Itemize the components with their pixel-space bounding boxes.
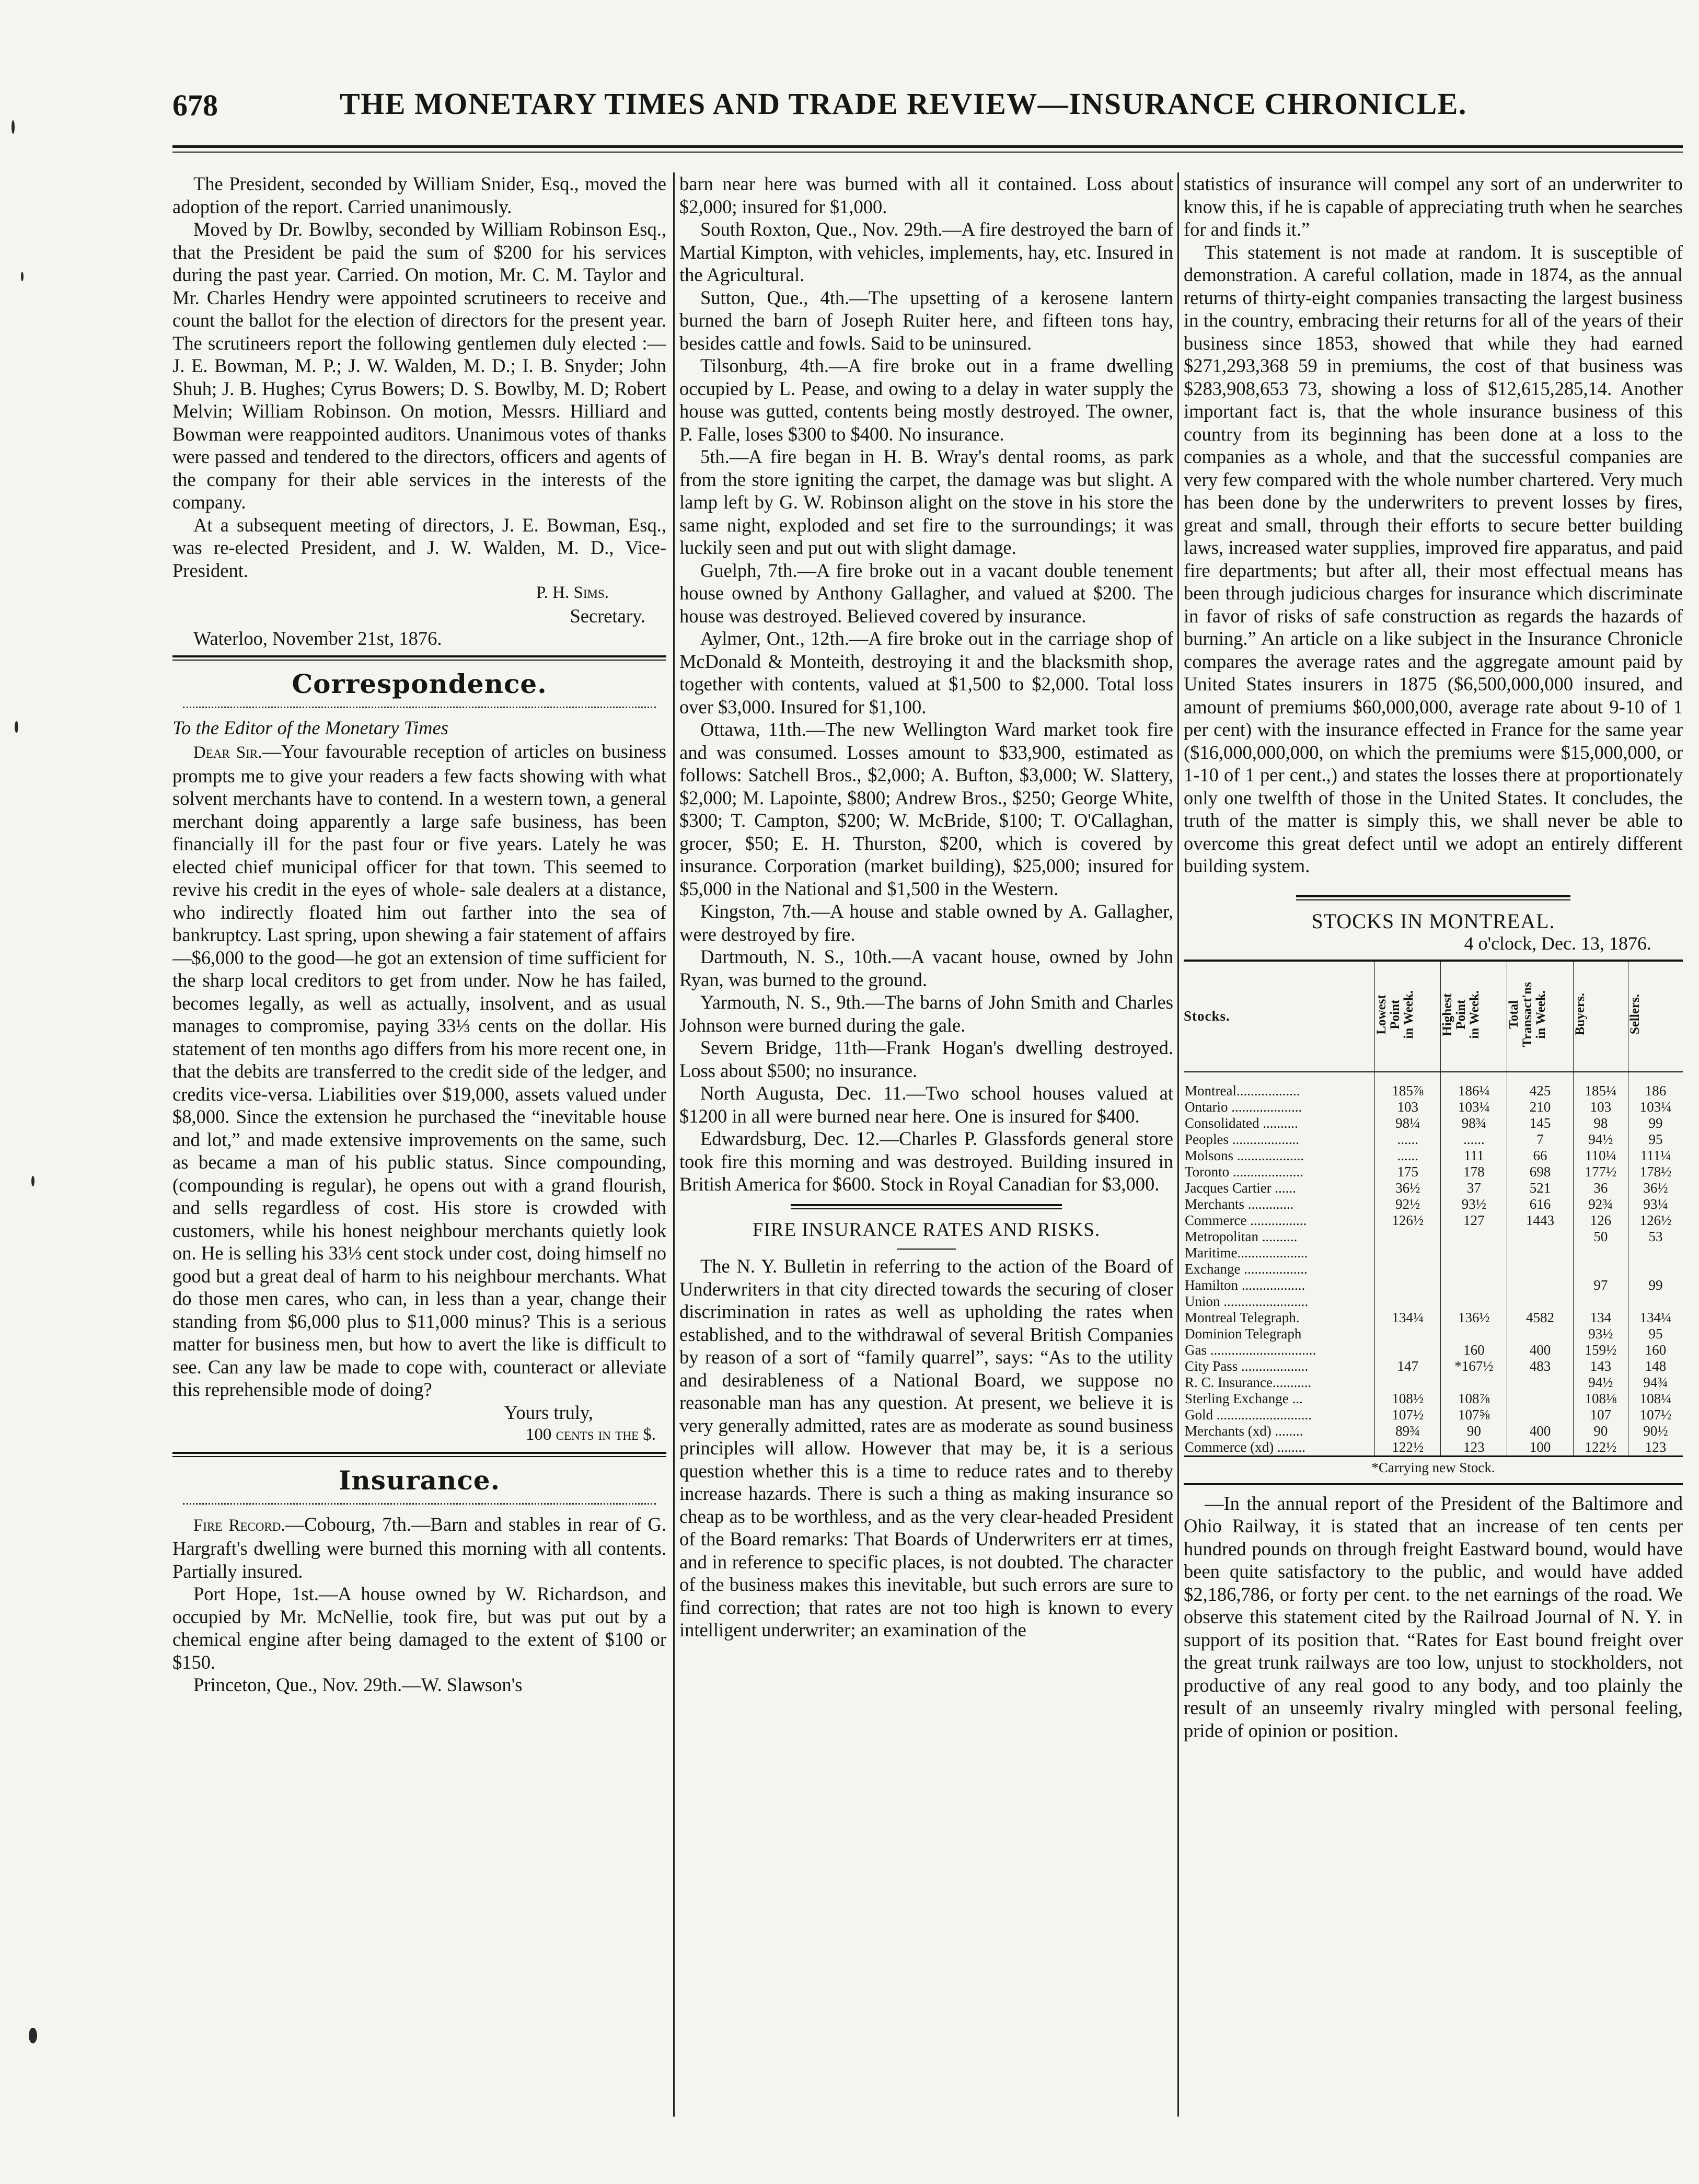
short-rule <box>897 1249 956 1250</box>
stock-lowest-cell: 147 <box>1375 1358 1441 1374</box>
stock-total-cell: 4582 <box>1507 1310 1573 1326</box>
stock-sellers-cell: 107½ <box>1628 1407 1683 1423</box>
stock-row <box>1184 1342 1683 1358</box>
fire-item: Edwardsburg, Dec. 12.—Charles P. Glassfords general store took fire this morning and was destroyed. Building insured in British America for $600. Stock in Royal Canadian for $3,000. <box>679 1128 1173 1195</box>
header-lowest-text: Lowest Point in Week. <box>1374 990 1416 1039</box>
scan-mark <box>29 2028 37 2043</box>
heading-ornament <box>183 702 656 708</box>
stock-highest-cell <box>1441 1326 1507 1342</box>
column-3 <box>1184 172 1683 2137</box>
stock-name-cell: Hamilton .................. <box>1185 1277 1305 1293</box>
stock-sellers-cell: 94¾ <box>1628 1374 1683 1391</box>
stock-name-cell: Exchange .................. <box>1185 1261 1308 1277</box>
stock-sellers-cell: 108¼ <box>1628 1391 1683 1407</box>
stock-row <box>1184 1423 1683 1439</box>
stock-total-cell: 400 <box>1507 1423 1573 1439</box>
stock-sellers-cell <box>1628 1245 1683 1261</box>
stock-highest-cell: 107⅝ <box>1441 1407 1507 1423</box>
rates-heading: FIRE INSURANCE RATES AND RISKS. <box>752 1219 1101 1241</box>
stock-name-cell: Consolidated .......... <box>1185 1115 1298 1131</box>
letter-paragraph <box>172 740 666 1401</box>
scan-mark <box>21 272 24 281</box>
stock-total-cell: 425 <box>1507 1072 1573 1099</box>
stock-total-cell: 698 <box>1507 1164 1573 1180</box>
stock-total-cell <box>1507 1391 1573 1407</box>
scan-mark <box>11 120 15 134</box>
header-highest <box>1441 961 1507 1072</box>
stock-buyers-cell: 185¼ <box>1573 1072 1628 1099</box>
stock-highest-cell: 127 <box>1441 1212 1507 1229</box>
stock-sellers-cell: 148 <box>1628 1358 1683 1374</box>
stock-total-cell: 616 <box>1507 1196 1573 1212</box>
stock-buyers-cell: 126 <box>1573 1212 1628 1229</box>
stock-lowest-cell <box>1375 1374 1441 1391</box>
stock-row <box>1184 1261 1683 1277</box>
stock-row <box>1184 1180 1683 1196</box>
stock-highest-cell: 111 <box>1441 1148 1507 1164</box>
fire-item: Sutton, Que., 4th.—The upsetting of a kerosene lantern burned the barn of Joseph Ruiter here, and fifteen tons hay, besides cattle and fowls. Said to be uninsured. <box>679 286 1173 354</box>
stock-name-cell: Dominion Telegraph <box>1185 1325 1302 1342</box>
stock-sellers-cell: 95 <box>1628 1326 1683 1342</box>
stock-total-cell <box>1507 1374 1573 1391</box>
stock-sellers-cell <box>1628 1293 1683 1310</box>
header-buyers <box>1573 961 1628 1072</box>
stock-buyers-cell: 93½ <box>1573 1326 1628 1342</box>
stock-lowest-cell: 185⅞ <box>1375 1072 1441 1099</box>
stock-row <box>1184 1310 1683 1326</box>
column-rule-1 <box>673 172 675 2117</box>
stock-sellers-cell: 95 <box>1628 1131 1683 1148</box>
fire-record-text: —Cobourg, 7th.—Barn and stables in rear of G. Hargraft's dwelling were burned this morning with all contents. Partially insured. <box>172 1513 666 1582</box>
stock-total-cell <box>1507 1229 1573 1245</box>
stock-total-cell: 1443 <box>1507 1212 1573 1229</box>
fire-item: Severn Bridge, 11th—Frank Hogan's dwelling destroyed. Loss about $500; no insurance. <box>679 1037 1173 1081</box>
stock-highest-cell: 90 <box>1441 1423 1507 1439</box>
stock-row <box>1184 1358 1683 1374</box>
stock-total-cell <box>1507 1407 1573 1423</box>
article-paragraph: This statement is not made at random. It is susceptible of demonstration. A careful collation, made in 1874, as the annual returns of thirty-eight companies transacting the largest business in the country, embracing their returns for all of the years of their business since 1853, showed that while they had earned $271,293,368 59 in premiums, the cost of that business was $283,908,653 73, showing a loss of $12,615,285,14. Another important fact is, that the whole insurance business of this country from its beginning has been done at a loss to the companies as a whole, and that the successful companies are very few compared with the whole number chartered. Very much has been done by the underwriters to prevent losses by fires, great and small, through their efforts to secure better building laws, increased water supplies, improved fire apparatus, and paid fire departments; but after all, their most effectual means has been through judicious charges for insurance which discriminate in favor of risks of safe construction as regards the hazards of burning.” An article on a like subject in the Insurance Chronicle compares the average rates and the aggregate amount paid by United States insurers in 1875 ($6,500,000,000 insured, and amount of premiums $60,000,000, average rate about 9-10 of 1 per cent) with the insurance effected in France for the same year ($16,000,000,000, on which the premiums were $15,000,000, or 1-10 of 1 per cent.,) and states the losses there at proportionately only one twelfth of those in the United States. It concludes, the truth of the matter is simply this, we shall never be able to overcome this great defect until we adopt an entirely different building system. <box>1184 241 1683 876</box>
insurance-heading: Insurance. <box>339 1464 500 1496</box>
stock-name-cell: Peoples ................... <box>1185 1131 1299 1147</box>
letter-closing: Yours truly, <box>504 1401 593 1423</box>
stock-sellers-cell: 134¼ <box>1628 1310 1683 1326</box>
stock-highest-cell: 186¼ <box>1441 1072 1507 1099</box>
stock-highest-cell <box>1441 1245 1507 1261</box>
stock-highest-cell: *167½ <box>1441 1358 1507 1374</box>
dateline: Waterloo, November 21st, 1876. <box>193 628 442 649</box>
fire-record-label: Fire Record. <box>193 1516 285 1535</box>
rates-paragraph: The N. Y. Bulletin in referring to the action of the Board of Underwriters in that city directed towards the securing of closer discrimination in rates as well as upholding the rates when established, and to the withdrawal of several British Companies by reason of a sort of “family quarrel”, says: “As to the utility and desirableness of a National Board, we suppose no reasonable man has any question. At present, we believe it is very generally admitted, rates are as moderate as sound business principles will allow. However that may be, it is a serious question whether this is a time to reduce rates and to thereby increase hazards. There is such a thing as making insurance so cheap as to be worthless, and as the very clear-headed President of the Board remarks: That Boards of Underwriters err at times, and in reference to specific places, is not doubted. The character of the business makes this inevitable, but such errors are sure to find correction; that rates are not too high is known to every intelligent underwriter; an examination of the <box>679 1255 1173 1640</box>
fire-item: Ottawa, 11th.—The new Wellington Ward market took fire and was consumed. Losses amount to $33,900, estimated as follows: Satchell Bros., $2,000; A. Bufton, $3,000; W. Slattery, $2,000; M. Lapointe, $800; Andrew Bros., $250; George White, $300; T. Campton, $200; W. McBride, $100; T. O'Callaghan, grocer, $50; E. H. Thurston, $200, which is covered by insurance. Corporation (market building), $25,000; insured for $5,000 in the National and $1,500 in the Western. <box>679 719 1173 899</box>
correspondence-heading: Correspondence. <box>292 668 547 699</box>
stock-sellers-cell: 99 <box>1628 1115 1683 1131</box>
stock-name-cell: Merchants ............. <box>1185 1196 1294 1212</box>
stock-lowest-cell <box>1375 1261 1441 1277</box>
stock-name-cell: City Pass ................... <box>1185 1358 1309 1374</box>
stock-highest-cell: 178 <box>1441 1164 1507 1180</box>
header-sellers-text: Sellers. <box>1628 994 1643 1035</box>
stock-buyers-cell: 134 <box>1573 1310 1628 1326</box>
stock-lowest-cell <box>1375 1245 1441 1261</box>
stock-buyers-cell: 177½ <box>1573 1164 1628 1180</box>
salutation: Dear Sir. <box>193 743 262 762</box>
stock-name-cell: Montreal Telegraph. <box>1185 1309 1300 1325</box>
fire-item: Tilsonburg, 4th.—A fire broke out in a frame dwelling occupied by L. Pease, and owing to a delay in water supply the house was gutted, contents being mostly destroyed. The owner, P. Falle, loses $300 to $400. No insurance. <box>679 355 1173 445</box>
stock-buyers-cell: 98 <box>1573 1115 1628 1131</box>
stock-sellers-cell: 90½ <box>1628 1423 1683 1439</box>
stock-lowest-cell: 175 <box>1375 1164 1441 1180</box>
stock-sellers-cell: 123 <box>1628 1439 1683 1457</box>
fire-item: Dartmouth, N. S., 10th.—A vacant house, owned by John Ryan, was burned to the ground. <box>679 946 1173 990</box>
stock-lowest-cell: 92½ <box>1375 1196 1441 1212</box>
signature-name: P. H. Sims. <box>536 583 609 602</box>
stock-lowest-cell: 103 <box>1375 1099 1441 1115</box>
stock-highest-cell: 103¼ <box>1441 1099 1507 1115</box>
stocks-body <box>1184 1072 1683 1457</box>
stock-name-cell: Metropolitan .......... <box>1185 1228 1298 1244</box>
editor-line: To the Editor of the Monetary Times <box>172 717 448 738</box>
stock-name-cell: Gas .............................. <box>1185 1342 1316 1358</box>
header-total <box>1507 961 1573 1072</box>
stock-sellers-cell: 99 <box>1628 1277 1683 1293</box>
stock-buyers-cell: 94½ <box>1573 1374 1628 1391</box>
stock-name-cell: R. C. Insurance........... <box>1185 1374 1312 1390</box>
stock-name-cell: Union ........................ <box>1185 1293 1309 1309</box>
stock-highest-cell: 160 <box>1441 1342 1507 1358</box>
stock-buyers-cell: 90 <box>1573 1423 1628 1439</box>
column-2 <box>679 172 1173 2137</box>
stock-row <box>1184 1407 1683 1423</box>
fire-item: barn near here was burned with all it contained. Loss about $2,000; insured for $1,000. <box>679 173 1173 217</box>
stocks-date: 4 o'clock, Dec. 13, 1876. <box>1464 933 1651 954</box>
stock-buyers-cell: 36 <box>1573 1180 1628 1196</box>
stock-lowest-cell <box>1375 1326 1441 1342</box>
stock-name-cell: Gold ........................... <box>1185 1406 1312 1423</box>
stocks-header-row <box>1184 961 1683 1072</box>
stock-lowest-cell: 122½ <box>1375 1439 1441 1457</box>
stock-buyers-cell: 94½ <box>1573 1131 1628 1148</box>
stock-lowest-cell: ...... <box>1375 1131 1441 1148</box>
stock-row <box>1184 1391 1683 1407</box>
stock-name-cell: Toronto .................... <box>1185 1163 1303 1180</box>
fire-item: South Roxton, Que., Nov. 29th.—A fire destroyed the barn of Martial Kimpton, with vehicles, implements, hay, etc. Insured in the Agricultural. <box>679 218 1173 285</box>
stock-lowest-cell: 107½ <box>1375 1407 1441 1423</box>
stock-name-cell: Ontario .................... <box>1185 1099 1302 1115</box>
fire-item: Guelph, 7th.—A fire broke out in a vacant double tenement house owned by Anthony Gallagher, and valued at $200. The house was destroyed. Believed covered by insurance. <box>679 559 1173 627</box>
letter-signoff: 100 cents in the $. <box>525 1425 656 1444</box>
stock-name-cell: Commerce ................ <box>1185 1212 1307 1228</box>
stock-row <box>1184 1293 1683 1310</box>
stock-row <box>1184 1164 1683 1180</box>
stock-highest-cell <box>1441 1293 1507 1310</box>
stock-total-cell: 521 <box>1507 1180 1573 1196</box>
stock-lowest-cell: 89¾ <box>1375 1423 1441 1439</box>
stocks-title: STOCKS IN MONTREAL. <box>1311 909 1555 933</box>
stock-total-cell: 7 <box>1507 1131 1573 1148</box>
fire-item: North Augusta, Dec. 11.—Two school houses valued at $1200 in all were burned near here. One is insured for $400. <box>679 1082 1173 1127</box>
stock-lowest-cell <box>1375 1293 1441 1310</box>
stock-total-cell: 145 <box>1507 1115 1573 1131</box>
stock-lowest-cell: ...... <box>1375 1148 1441 1164</box>
stock-name-cell: Molsons ................... <box>1185 1147 1304 1163</box>
stock-lowest-cell: 134¼ <box>1375 1310 1441 1326</box>
stock-total-cell <box>1507 1277 1573 1293</box>
stock-highest-cell <box>1441 1229 1507 1245</box>
stock-row <box>1184 1326 1683 1342</box>
stock-row <box>1184 1099 1683 1115</box>
stock-sellers-cell: 178½ <box>1628 1164 1683 1180</box>
stock-name-cell: Commerce (xd) ........ <box>1185 1439 1305 1455</box>
stock-sellers-cell: 111¼ <box>1628 1148 1683 1164</box>
section-divider <box>1296 895 1570 900</box>
stock-lowest-cell <box>1375 1342 1441 1358</box>
stock-row <box>1184 1439 1683 1457</box>
scan-mark <box>15 721 18 733</box>
letter-text: —Your favourable reception of articles on business prompts me to give your readers a few facts showing with what solvent merchants have to contend. In a western town, a general merchant doing apparently a large safe business, has been financially ill for the past four or five years. Lately he was elected chief municipal officer for that town. This seemed to revive his credit in the eyes of whole- sale dealers at a distance, who indirectly floated him out farther into the sea of bankruptcy. Last spring, upon shewing a fair statement of affairs—$6,000 to the good—he got an extension of time sufficient for the sharp local creditors to get from under. Now he has failed, becomes legally, as well as actually, insolvent, and as usual manages to compromise, paying 33⅓ cents on the dollar. His statement of ten months ago differs from his more recent one, in that the debits are transferred to the credit side of the ledger, and credits vice-versa. Liabilities over $19,000, assets valued under $8,000. Since the extension he purchased the “inevitable house and lot,” and made extensive improvements on the same, such as became a man of his public status. Since compounding, (compounding is regular), he opens out with a grand flourish, and sells regardless of cost. His store is crowded with customers, while his honest neighbour merchants quietly look on. He is selling his 33⅓ cent stock under cost, doing himself no good but a great deal of harm to his neighbour merchants. What do those men cares, who can, in less than a year, change their standing from $6,000 plus to $11,000 minus? This is a serious matter for business men, but how to avert the like is difficult to see. Can any law be made to cope with, counteract or alleviate this reprehensible mode of doing? <box>172 741 666 1400</box>
article-paragraph: statistics of insurance will compel any sort of an underwriter to know this, if he is capable of appreciating truth when he searches for and finds it.” <box>1184 173 1683 240</box>
report-paragraph: The President, seconded by William Snider, Esq., moved the adoption of the report. Carried unanimously. <box>172 173 666 217</box>
stock-lowest-cell: 98¼ <box>1375 1115 1441 1131</box>
heading-ornament <box>183 1499 656 1505</box>
report-paragraph: At a subsequent meeting of directors, J. E. Bowman, Esq., was re-elected President, and J. W. Walden, M. D., Vice-President. <box>172 514 666 581</box>
stock-highest-cell: 98¾ <box>1441 1115 1507 1131</box>
stock-name-cell: Jacques Cartier ...... <box>1185 1180 1296 1196</box>
stock-buyers-cell: 122½ <box>1573 1439 1628 1457</box>
stock-highest-cell: 136½ <box>1441 1310 1507 1326</box>
stock-highest-cell: 93½ <box>1441 1196 1507 1212</box>
stock-buyers-cell: 103 <box>1573 1099 1628 1115</box>
stock-sellers-cell: 36½ <box>1628 1180 1683 1196</box>
stock-highest-cell: 123 <box>1441 1439 1507 1457</box>
stock-sellers-cell: 53 <box>1628 1229 1683 1245</box>
header-total-text: Total Transact'ns in Week. <box>1507 981 1548 1047</box>
stock-total-cell <box>1507 1326 1573 1342</box>
stock-buyers-cell: 143 <box>1573 1358 1628 1374</box>
stock-row <box>1184 1148 1683 1164</box>
stock-total-cell: 400 <box>1507 1342 1573 1358</box>
stock-buyers-cell: 110¼ <box>1573 1148 1628 1164</box>
baltimore-paragraph: —In the annual report of the President of the Baltimore and Ohio Railway, it is stated that an increase of ten cents per hundred pounds on through freight Eastward bound, would have been quite satisfactory to the public, and would have added $2,186,786, or forty per cent. to the net earnings of the road. We observe this statement cited by the Railroad Journal of N. Y. in support of its position that. “Rates for East bound freight over the great trunk railways are too low, unjust to stockholders, not productive of any real good to any body, and too plainly the result of an unseemly rivalry mingled with personal feeling, pride of opinion or position. <box>1184 1492 1683 1741</box>
stock-lowest-cell: 126½ <box>1375 1212 1441 1229</box>
fire-item: Princeton, Que., Nov. 29th.—W. Slawson's <box>193 1674 523 1695</box>
stocks-footnote: *Carrying new Stock. <box>1371 1459 1495 1475</box>
stock-sellers-cell <box>1628 1261 1683 1277</box>
header-rule-thin <box>172 152 1683 153</box>
stock-buyers-cell: 50 <box>1573 1229 1628 1245</box>
section-rule <box>1184 1483 1683 1485</box>
column-1 <box>172 172 666 2137</box>
section-divider <box>791 1204 1062 1209</box>
fire-item: Kingston, 7th.—A house and stable owned by A. Gallagher, were destroyed by fire. <box>679 900 1173 945</box>
stock-buyers-cell: 97 <box>1573 1277 1628 1293</box>
stock-lowest-cell: 36½ <box>1375 1180 1441 1196</box>
fire-record-paragraph <box>172 1513 666 1583</box>
stock-row <box>1184 1374 1683 1391</box>
stock-sellers-cell: 186 <box>1628 1072 1683 1099</box>
page-number: 678 <box>172 88 218 122</box>
stock-row <box>1184 1277 1683 1293</box>
stock-name-cell: Merchants (xd) ........ <box>1185 1423 1303 1439</box>
stock-highest-cell <box>1441 1374 1507 1391</box>
stock-total-cell <box>1507 1261 1573 1277</box>
stock-lowest-cell <box>1375 1277 1441 1293</box>
stock-sellers-cell: 93¼ <box>1628 1196 1683 1212</box>
section-divider <box>172 655 666 661</box>
signature-title: Secretary. <box>570 605 645 627</box>
scan-mark <box>31 1176 34 1186</box>
stock-highest-cell: 37 <box>1441 1180 1507 1196</box>
stock-row <box>1184 1115 1683 1131</box>
stock-total-cell <box>1507 1293 1573 1310</box>
stock-buyers-cell <box>1573 1293 1628 1310</box>
stock-highest-cell <box>1441 1277 1507 1293</box>
stock-total-cell: 483 <box>1507 1358 1573 1374</box>
section-divider <box>172 1452 666 1457</box>
header-lowest <box>1375 961 1441 1072</box>
stock-highest-cell: 108⅞ <box>1441 1391 1507 1407</box>
stock-name-cell: Maritime.................... <box>1185 1244 1308 1261</box>
fire-item: Port Hope, 1st.—A house owned by W. Richardson, and occupied by Mr. McNellie, took fire, but was put out by a chemical engine after being damaged to the extent of $100 or $150. <box>172 1583 666 1673</box>
stock-buyers-cell: 108⅛ <box>1573 1391 1628 1407</box>
stock-row <box>1184 1229 1683 1245</box>
stock-sellers-cell: 126½ <box>1628 1212 1683 1229</box>
stock-buyers-cell: 107 <box>1573 1407 1628 1423</box>
stock-buyers-cell <box>1573 1245 1628 1261</box>
stocks-table <box>1184 960 1683 1457</box>
header-highest-text: Highest Point in Week. <box>1440 990 1482 1039</box>
column-rule-2 <box>1177 172 1179 2117</box>
stock-highest-cell <box>1441 1261 1507 1277</box>
stock-buyers-cell: 92¾ <box>1573 1196 1628 1212</box>
stock-row <box>1184 1072 1683 1099</box>
stock-highest-cell: ...... <box>1441 1131 1507 1148</box>
stock-total-cell: 66 <box>1507 1148 1573 1164</box>
stock-total-cell: 210 <box>1507 1099 1573 1115</box>
header-rule-thick <box>172 145 1683 148</box>
running-title: THE MONETARY TIMES AND TRADE REVIEW—INSURANCE CHRONICLE. <box>340 87 1467 121</box>
stock-row <box>1184 1196 1683 1212</box>
stock-sellers-cell: 160 <box>1628 1342 1683 1358</box>
fire-item: Aylmer, Ont., 12th.—A fire broke out in the carriage shop of McDonald & Monteith, destroying it and the blacksmith shop, together with contents, valued at $1,500 to $2,000. Total loss over $3,000. Insured for $1,100. <box>679 628 1173 718</box>
stock-name-cell: Montreal.................. <box>1185 1082 1300 1099</box>
report-paragraph: Moved by Dr. Bowlby, seconded by William Robinson Esq., that the President be paid the sum of $200 for his services during the past year. Carried. On motion, Mr. C. M. Taylor and Mr. Charles Hendry were appointed scrutineers to receive and count the ballot for the election of directors for the present year. The scrutineers report the following gentlemen duly elected :—J. E. Bowman, M. P.; J. W. Walden, M. D.; I. B. Snyder; John Shuh; J. B. Hughes; Cyrus Bowers; D. S. Bowlby, M. D; Robert Melvin; William Robinson. On motion, Messrs. Hilliard and Bowman were reappointed auditors. Unanimous votes of thanks were passed and tendered to the directors, officers and agents of the company for their able services in the interests of the company. <box>172 218 666 513</box>
header-buyers-text: Buyers. <box>1573 993 1587 1036</box>
stock-buyers-cell <box>1573 1261 1628 1277</box>
stock-lowest-cell: 108½ <box>1375 1391 1441 1407</box>
stock-total-cell <box>1507 1245 1573 1261</box>
stock-buyers-cell: 159½ <box>1573 1342 1628 1358</box>
stock-name-cell: Sterling Exchange ... <box>1185 1390 1303 1406</box>
fire-item: 5th.—A fire began in H. B. Wray's dental rooms, as park from the store igniting the carpet, the damage was but slight. A lamp left by G. W. Robinson alight on the stove in his store the same night, exploded and set fire to the surroundings; it was luckily seen and put out with slight damage. <box>679 446 1173 558</box>
stock-sellers-cell: 103¼ <box>1628 1099 1683 1115</box>
stock-row <box>1184 1131 1683 1148</box>
fire-item: Yarmouth, N. S., 9th.—The barns of John Smith and Charles Johnson were burned during the gale. <box>679 991 1173 1036</box>
stock-row <box>1184 1245 1683 1261</box>
stock-total-cell: 100 <box>1507 1439 1573 1457</box>
header-sellers <box>1628 961 1683 1072</box>
stock-row <box>1184 1212 1683 1229</box>
stock-lowest-cell <box>1375 1229 1441 1245</box>
header-stocks: Stocks. <box>1184 961 1375 1072</box>
